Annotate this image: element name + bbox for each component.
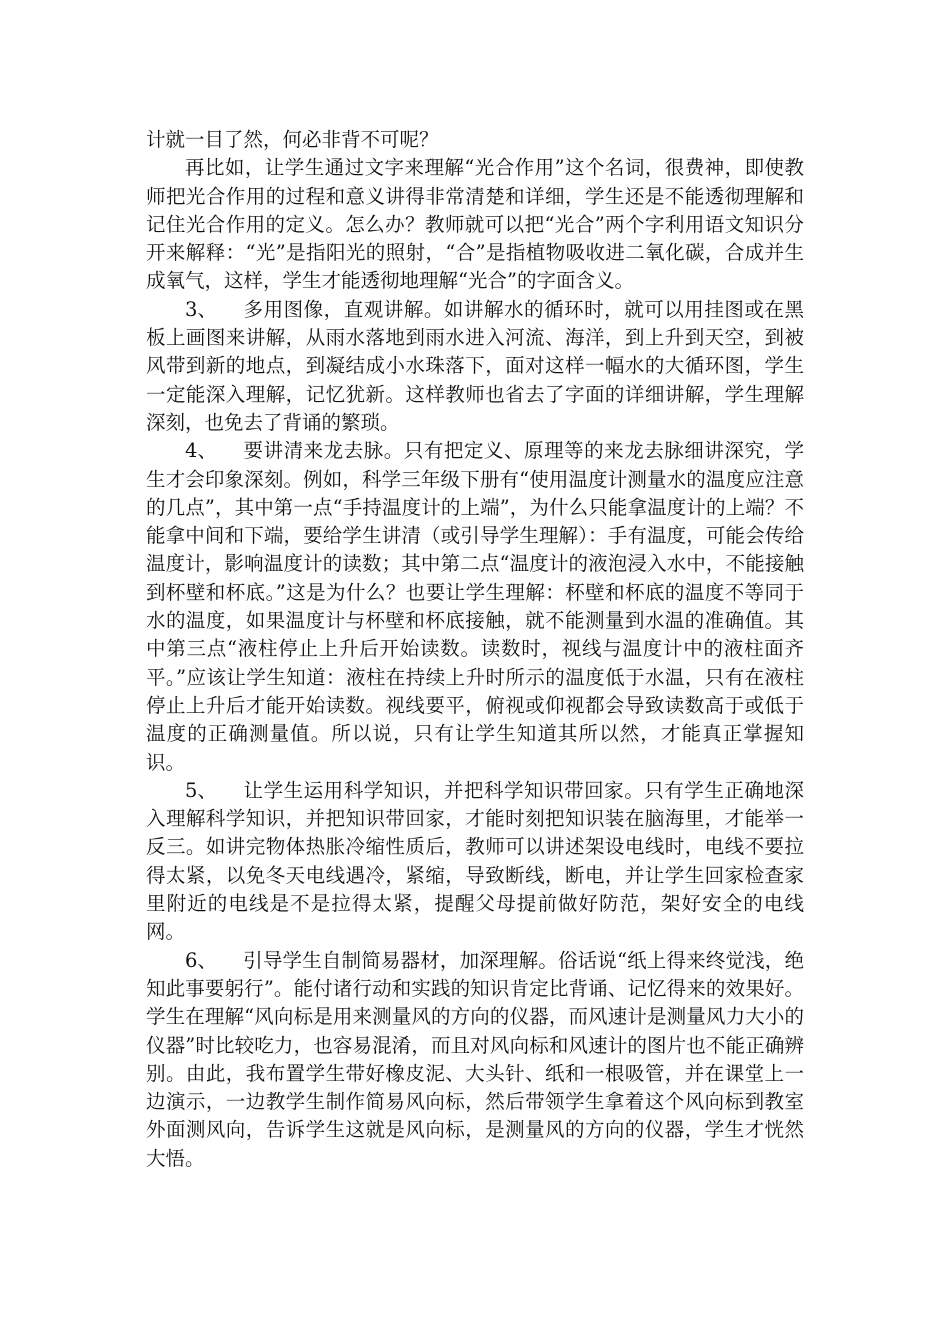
document-page <box>146 126 804 1173</box>
paragraph-item-6 <box>146 947 804 1173</box>
paragraph-photosynthesis <box>146 154 804 295</box>
item-number: 4、 <box>185 439 217 463</box>
paragraph-text: 引导学生自制简易器材，加深理解。俗话说“纸上得来终觉浅，绝知此事要躬行”。能付诸行动和实践的知识肯定比背诵、记忆得来的效果好。学生在理解“风向标是用来测量风的方向的仪器，而风速计是测量风力大小的仪器”时比较吃力，也容易混淆，而且对风向标和风速计的图片也不能正确辨别。由此，我布置学生带好橡皮泥、大头针、纸和一根吸管，并在课堂上一边演示，一边教学生制作简易风向标，然后带领学生拿着这个风向标到教室外面测风向，告诉学生这就是风向标，是测量风的方向的仪器，学生才恍然大悟。 <box>146 948 804 1170</box>
paragraph-text: 多用图像，直观讲解。如讲解水的循环时，就可以用挂图或在黑板上画图来讲解，从雨水落地到雨水进入河流、海洋，到上升到天空，到被风带到新的地点，到凝结成小水珠落下，面对这样一幅水的大循环图，学生一定能深入理解，记忆犹新。这样教师也省去了字面的详细讲解，学生理解深刻，也免去了背诵的繁琐。 <box>146 297 804 434</box>
paragraph-text: 要讲清来龙去脉。只有把定义、原理等的来龙去脉细讲深究，学生才会印象深刻。例如，科学三年级下册有“使用温度计测量水的温度应注意的几点”，其中第一点“手持温度计的上端”，为什么只能拿温度计的上端？不能拿中间和下端，要给学生讲清（或引导学生理解）：手有温度，可能会传给温度计，影响温度计的读数；其中第二点“温度计的液泡浸入水中，不能接触到杯壁和杯底。”这是为什么？也要让学生理解：杯壁和杯底的温度不等同于水的温度，如果温度计与杯壁和杯底接触，就不能测量到水温的准确值。其中第三点“液柱停止上升后开始读数。读数时，视线与温度计中的液柱面齐平。”应该让学生知道：液柱在持续上升时所示的温度低于水温，只有在液柱停止上升后才能开始读数。视线要平，俯视或仰视都会导致读数高于或低于温度的正确测量值。所以说，只有让学生知道其所以然，才能真正掌握知识。 <box>146 439 804 774</box>
paragraph-text: 让学生运用科学知识，并把科学知识带回家。只有学生正确地深入理解科学知识，并把知识带回家，才能时刻把知识装在脑海里，才能举一反三。如讲完物体热胀冷缩性质后，教师可以讲述架设电线时，电线不要拉得太紧，以免冬天电线遇冷，紧缩，导致断线，断电，并让学生回家检查家里附近的电线是不是拉得太紧，提醒父母提前做好防范，架好安全的电线网。 <box>146 778 804 944</box>
paragraph-text: 再比如，让学生通过文字来理解“光合作用”这个名词，很费神，即使教师把光合作用的过程和意义讲得非常清楚和详细，学生还是不能透彻理解和记住光合作用的定义。怎么办？教师就可以把“光合”两个字利用语文知识分开来解释：“光”是指阳光的照射，“合”是指植物吸收进二氧化碳，合成并生成氧气，这样，学生才能透彻地理解“光合”的字面含义。 <box>146 156 804 293</box>
item-number: 6、 <box>185 948 217 972</box>
item-number: 5、 <box>185 778 217 802</box>
paragraph-text: 计就一目了然，何必非背不可呢？ <box>146 128 439 151</box>
paragraph-item-5 <box>146 777 804 947</box>
item-number: 3、 <box>185 297 217 321</box>
paragraph-continuation <box>146 126 804 154</box>
paragraph-item-4 <box>146 437 804 777</box>
paragraph-item-3 <box>146 296 804 437</box>
